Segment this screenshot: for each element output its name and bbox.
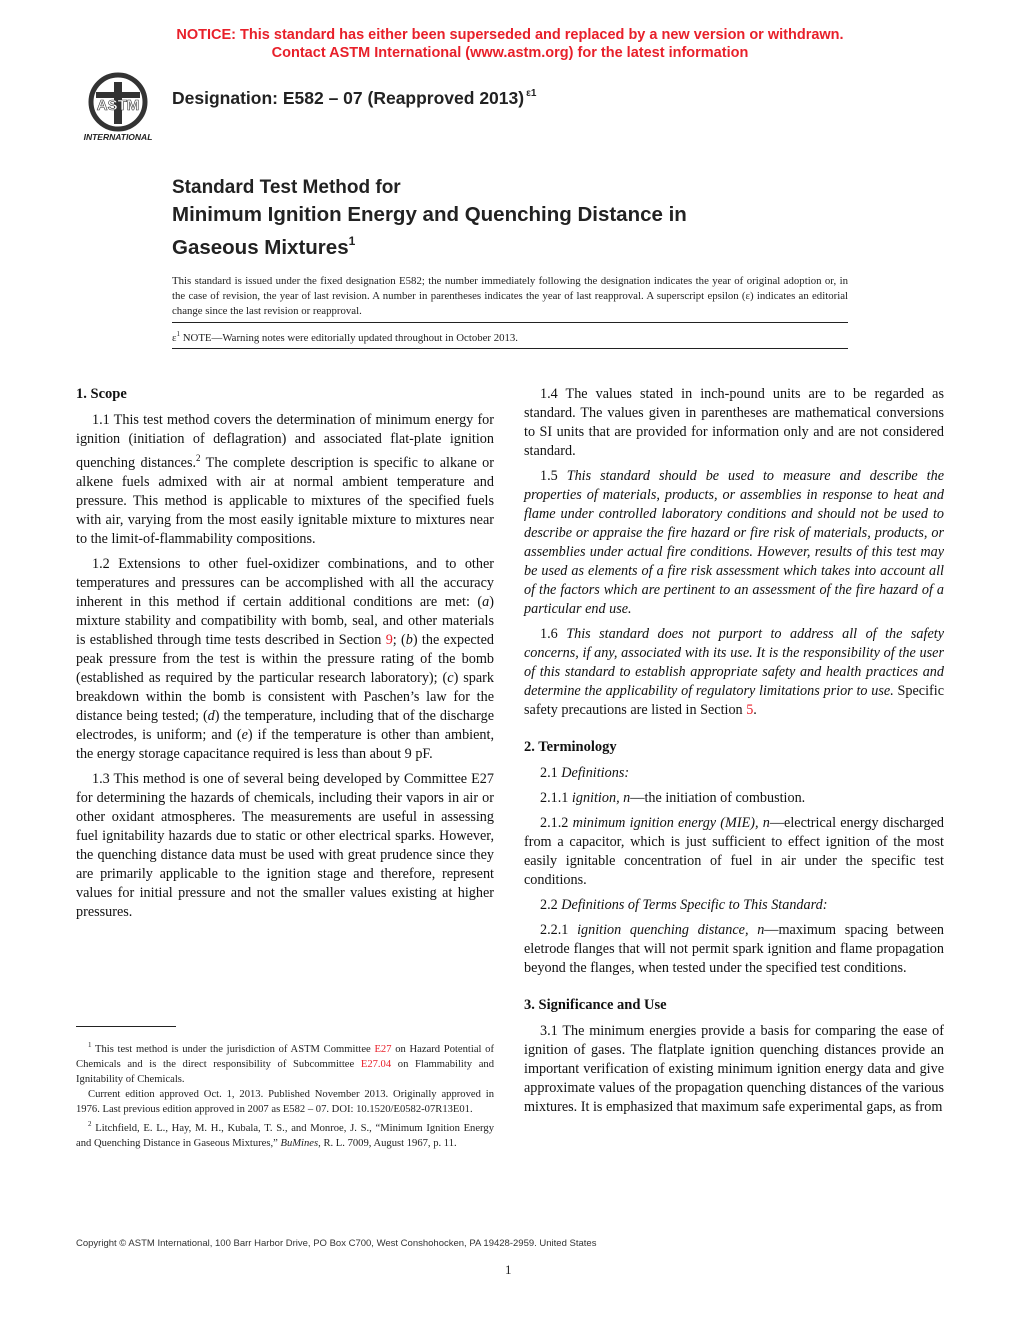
- para-2-1: 2.1 Definitions:: [540, 765, 630, 781]
- terminology-heading: 2. Terminology: [524, 739, 617, 755]
- para-2-2-1: 2.2.1 ignition quenching distance, n—maximum spacing between eletrode flanges that will not permit spark ignition and flame propagation beyond the flanges, when tested under the specified test conditions.: [524, 922, 944, 976]
- preamble: This standard is issued under the fixed designation E582; the number immediately following the designation indicates the year of original adoption or, in the case of revision, the year of last revision. A number in parentheses indicates the year of last reapproval. A superscript epsilon (ε) indicates an editorial change since the last revision or reapproval.: [172, 275, 848, 317]
- supersession-notice: [0, 26, 1020, 62]
- para-1-3: 1.3 This method is one of several being developed by Committee E27 for determining the hazards of chemicals, including their vapors in air or other oxidant atmospheres. The measurements are useful in assessing fuel ignitability hazards due to static or other electrical sparks. However, the quenching distance data must be used with great prudence since they are primarily applicable to the ignition stage and therefore, represent values for initial pressure and not the smaller values existing at higher pressures.: [76, 771, 494, 920]
- para-1-1: 1.1 This test method covers the determination of minimum energy for ignition (initiation of deflagration) and associated flat-plate ignition quenching distances.$^2$ The complete description is specific to alkane or alkene fuels admixed with air at normal ambient temperature and pressure. This method is applicable to mixtures of the specified fuels with air, varying from the most easily ignitable mixture to mixtures near to the limit-of-flammability compositions.: [76, 412, 494, 547]
- footnote-rule: [76, 1026, 176, 1027]
- e27-link[interactable]: E27: [374, 1044, 392, 1055]
- footnote-2: $^2$ Litchfield, E. L., Hay, M. H., Kubala, T. S., and Monroe, J. S., “Minimum Ignition Energy and Quenching Distance in Gaseous Mixtures,” BuMines, R. L. 7009, August 1967, p. 11.: [76, 1120, 494, 1149]
- epsilon-symbol: ε: [172, 332, 177, 344]
- para-1-4: 1.4 The values stated in inch-pound units are to be regarded as standard. The values given in parentheses are mathematical conversions to SI units that are provided for information only and are not considered standard.: [524, 386, 944, 459]
- document-title: [172, 175, 872, 261]
- notice-line-1: NOTICE: This standard has either been superseded and replaced by a new version or withdrawn.: [176, 27, 844, 43]
- title-line-3: Gaseous Mixtures: [172, 236, 349, 259]
- logo-letters: ASTM: [96, 97, 140, 114]
- logo-subtext: INTERNATIONAL: [83, 132, 153, 142]
- astm-logo: [74, 72, 162, 144]
- section-5-link[interactable]: 5: [746, 702, 754, 718]
- e27-04-link[interactable]: E27.04: [360, 1059, 392, 1070]
- editorial-note: [172, 330, 518, 344]
- para-3-1: 3.1 The minimum energies provide a basis for comparing the ease of ignition of gases. The flatplate ignition quenching distances provide an important verification of existing minimum ignition energy data and give approximate values of the propagation quenching distances of the various mixtures. It is emphasized that maximum safe experimental gaps, as from: [524, 1023, 944, 1115]
- title-line-1: Standard Test Method for: [172, 177, 401, 198]
- para-1-2: 1.2 Extensions to other fuel-oxidizer combinations, and to other temperatures and pressures can be accomplished with all the accuracy inherent in this method if certain additional conditions are met: (a) mixture stability and compatibility with bomb, seal, and other materials is established through time tests described in Section 9; (b) the expected peak pressure from the test is within the pressure rating of the bomb (established as required by the particular research laboratory); (c) spark breakdown within the bomb is consistent with Paschen’s law for the distance being tested; (d) the temperature, including that of the discharge electrodes, is uniform; and (e) if the temperature is other than ambient, the energy storage capacitance required is less than about 9 pF.: [76, 556, 495, 762]
- footnotes: [76, 1038, 494, 1151]
- editorial-note-text: NOTE—Warning notes were editorially updated throughout in October 2013.: [180, 332, 518, 344]
- copyright-line: Copyright © ASTM International, 100 Barr Harbor Drive, PO Box C700, West Conshohocken, PA 19428-2959. United States: [76, 1238, 597, 1249]
- notice-line-2: Contact ASTM International (www.astm.org) for the latest information: [271, 45, 749, 61]
- para-2-2: 2.2 Definitions of Terms Specific to This Standard:: [540, 897, 828, 913]
- right-column: [524, 385, 944, 1123]
- section-9-link[interactable]: 9: [385, 632, 393, 648]
- para-2-1-1: 2.1.1 ignition, n—the initiation of combustion.: [540, 790, 806, 806]
- preamble-rule: [172, 322, 848, 323]
- para-1-5: 1.5 This standard should be used to measure and describe the properties of materials, products, or assemblies in response to heat and flame under controlled laboratory conditions and should not be used to describe or appraise the fire hazard or fire risk of materials, products, or assemblies under actual fire conditions. However, results of this test may be used as elements of a fire risk assessment which takes into account all of the factors which are pertinent to an assessment of the fire hazard of a particular end use.: [524, 468, 945, 617]
- scope-heading: 1. Scope: [76, 386, 127, 402]
- footnote-1: $^1$ This test method is under the jurisdiction of ASTM Committee E27 on Hazard Potential of Chemicals and is the direct responsibility of Subcommittee E27.04 on Flammability and Ignitability of Chemicals.: [76, 1041, 495, 1085]
- designation: [172, 88, 536, 109]
- epsilon-sup: 1: [176, 330, 181, 338]
- page-number: 1: [505, 1262, 512, 1277]
- footnote-1-edition: Current edition approved Oct. 1, 2013. Published November 2013. Originally approved in 1976. Last previous edition approved in 2007 as E582 – 07. DOI: 10.1520/E0582-07R13E01.: [76, 1089, 494, 1115]
- significance-heading: 3. Significance and Use: [524, 997, 667, 1013]
- title-footnote-ref: 1: [348, 234, 356, 248]
- designation-epsilon: ε1: [526, 88, 537, 99]
- para-1-6: 1.6 This standard does not purport to address all of the safety concerns, if any, associated with its use. It is the responsibility of the user of this standard to establish appropriate safety and health practices and determine the applicability of regulatory limitations prior to use. Specific safety precautions are listed in Section 5.: [524, 626, 945, 718]
- editorial-note-rule: [172, 348, 848, 349]
- designation-text: Designation: E582 – 07 (Reapproved 2013): [172, 88, 525, 108]
- para-2-1-2: 2.1.2 minimum ignition energy (MIE), n—electrical energy discharged from a capacitor, which is just sufficient to effect ignition of the most easily ignitable concentration of fuel in air under the specific test conditions.: [524, 815, 944, 888]
- footnote-2-ref: 2: [196, 453, 201, 463]
- title-line-2: Minimum Ignition Energy and Quenching Distance in: [172, 203, 687, 226]
- left-column: [76, 385, 494, 928]
- astm-logo-icon: [74, 72, 162, 144]
